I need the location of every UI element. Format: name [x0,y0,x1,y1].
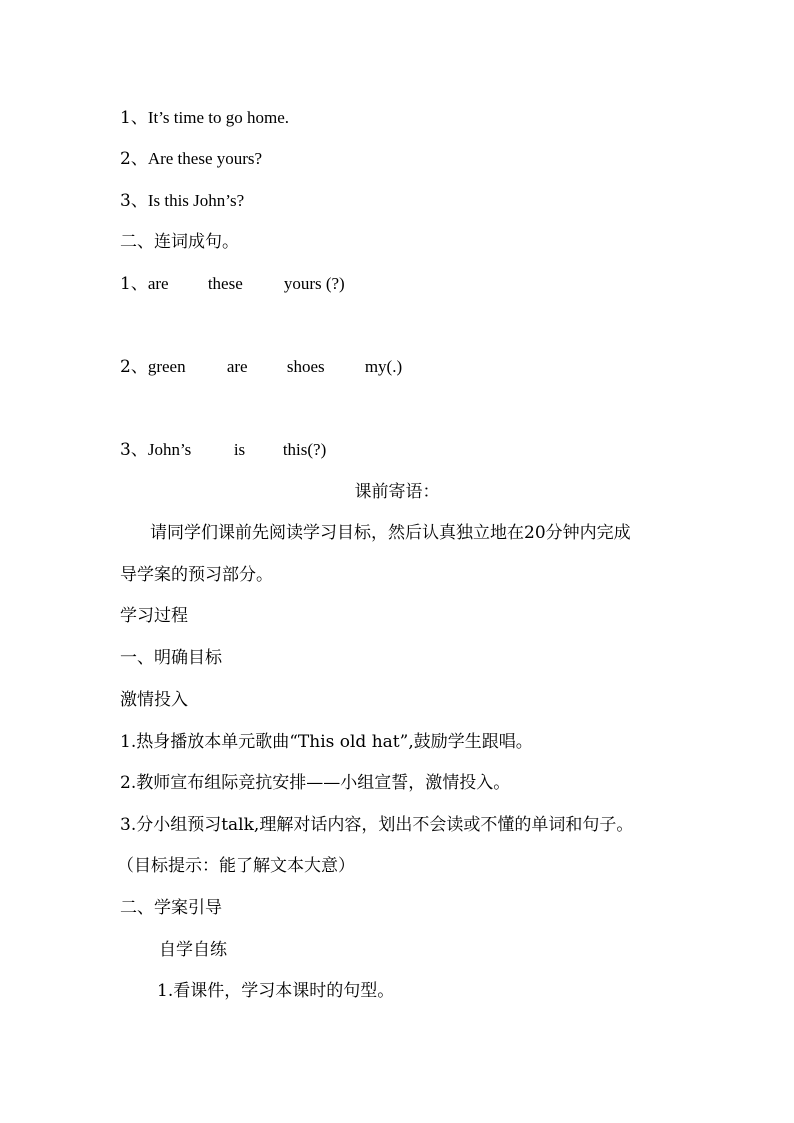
preclass-title: 课前寄语： [354,482,440,502]
step-2: 2.教师宣布组际竞抗安排——小组宣誓，激情投入。 [120,773,511,793]
passion-subheading: 激情投入 [120,690,188,710]
item-number: 3、 [120,440,148,460]
word-order-item-3 [120,439,326,461]
scrambled-word: my(.) [364,357,403,376]
item-number: 2、 [120,149,148,169]
word-order-item-1 [120,273,345,295]
sentence-item-2 [120,148,262,170]
sentence-text: Are these yours? [147,149,263,168]
part-two-heading: 二、学案引导 [120,898,222,918]
self-study-step-1: 1.看课件，学习本课时的句型。 [157,981,395,1001]
sentence-item-1 [120,107,289,129]
scrambled-word: shoes [286,357,325,376]
sentence-text: It’s time to go home. [147,108,290,127]
sentence-item-3 [120,190,244,212]
scrambled-word: are [226,357,248,376]
scrambled-word: green [147,357,186,376]
item-number: 2、 [120,357,148,377]
scrambled-word: is [233,440,246,459]
preclass-body-line-1: 请同学们课前先阅读学习目标，然后认真独立地在20分钟内完成 [150,523,631,543]
self-study-subheading: 自学自练 [159,940,227,960]
learning-process-heading: 学习过程 [120,606,188,626]
scrambled-word: this(?) [282,440,327,459]
scrambled-word: yours (?) [283,274,345,293]
section-two-heading: 二、连词成句。 [120,232,239,252]
step-1: 1.热身播放本单元歌曲“This old hat”,鼓励学生跟唱。 [120,732,533,752]
scrambled-word: John’s [147,440,192,459]
scrambled-word: these [207,274,243,293]
goal-hint: （目标提示：能了解文本大意） [117,856,355,876]
part-one-heading: 一、明确目标 [120,648,222,668]
item-number: 3、 [120,191,148,211]
item-number: 1、 [120,108,148,128]
word-order-item-2 [120,356,402,378]
step-3: 3.分小组预习talk,理解对话内容，划出不会读或不懂的单词和句子。 [120,815,634,835]
item-number: 1、 [120,274,148,294]
sentence-text: Is this John’s? [147,191,245,210]
preclass-body-line-2: 导学案的预习部分。 [120,565,273,585]
scrambled-word: are [147,274,169,293]
